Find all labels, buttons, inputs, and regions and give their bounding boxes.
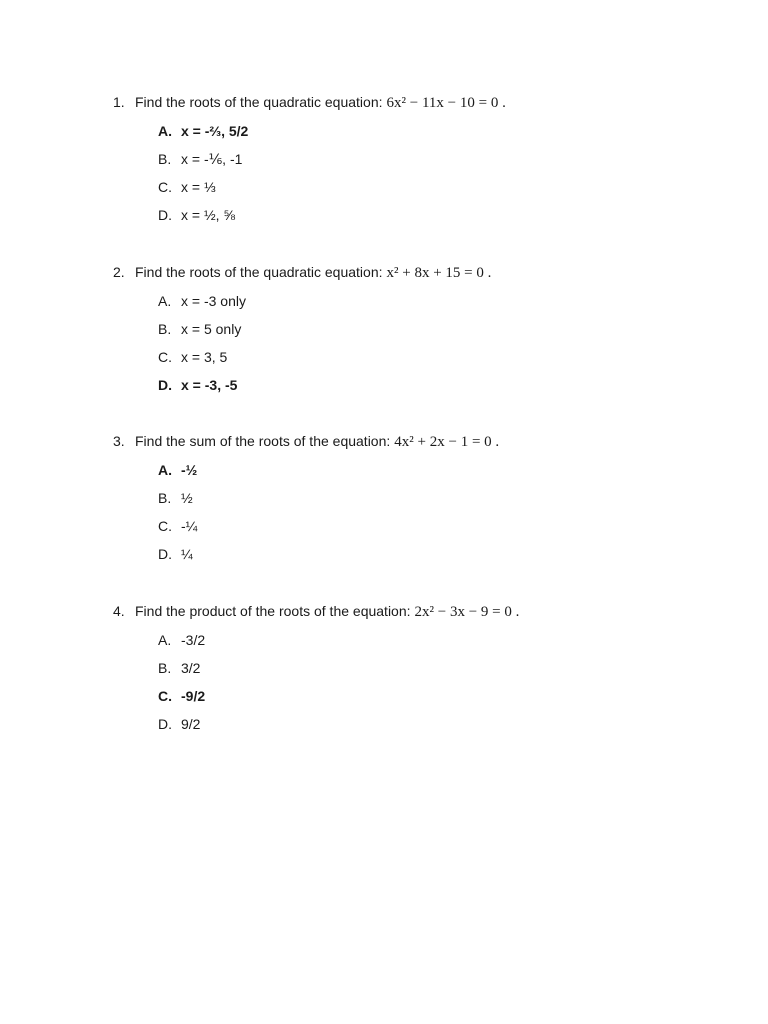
option-b (158, 659, 200, 677)
option-text: x = ⅓ (181, 179, 216, 195)
question-prompt-line (113, 432, 499, 451)
option-letter: B. (158, 490, 172, 506)
question-text: Find the product of the roots of the equation: (135, 603, 411, 619)
option-b (158, 150, 242, 168)
option-letter: A. (158, 632, 172, 648)
option-letter: B. (158, 660, 172, 676)
question-equation: 4x² + 2x − 1 = 0 . (394, 434, 500, 450)
option-d (158, 715, 200, 733)
option-letter: C. (158, 688, 172, 704)
option-d (158, 545, 193, 563)
option-text: -½ (181, 462, 198, 478)
option-letter: D. (158, 716, 172, 732)
option-letter: C. (158, 349, 172, 365)
question-number: 2. (113, 264, 125, 280)
option-a (158, 122, 248, 140)
option-text: -3/2 (181, 632, 206, 648)
question-equation: x² + 8x + 15 = 0 . (386, 265, 492, 281)
question-prompt-line (113, 93, 506, 112)
option-text: x = -3, -5 (181, 377, 238, 393)
option-letter: C. (158, 179, 172, 195)
option-letter: B. (158, 151, 172, 167)
option-text: ½ (181, 490, 193, 506)
option-text: x = -⅔, 5/2 (181, 123, 249, 139)
option-letter: B. (158, 321, 172, 337)
question-equation: 6x² − 11x − 10 = 0 . (386, 95, 506, 111)
question-number: 1. (113, 94, 125, 110)
question-text: Find the sum of the roots of the equation: (135, 433, 391, 449)
question-text: Find the roots of the quadratic equation: (135, 264, 383, 280)
option-text: 9/2 (181, 716, 201, 732)
option-b (158, 320, 241, 338)
option-letter: A. (158, 293, 172, 309)
option-text: x = -3 only (181, 293, 246, 309)
option-a (158, 292, 246, 310)
option-letter: D. (158, 207, 172, 223)
option-letter: D. (158, 546, 172, 562)
option-letter: A. (158, 123, 172, 139)
option-text: x = ½, ⅝ (181, 207, 236, 223)
option-letter: A. (158, 462, 172, 478)
option-a (158, 461, 197, 479)
question-equation: 2x² − 3x − 9 = 0 . (414, 604, 520, 620)
option-d (158, 206, 235, 224)
option-text: x = 3, 5 (181, 349, 228, 365)
option-c (158, 687, 205, 705)
question-prompt-line (113, 602, 519, 621)
option-text: 3/2 (181, 660, 201, 676)
option-text: x = 5 only (181, 321, 242, 337)
question-number: 4. (113, 603, 125, 619)
option-text: ¼ (181, 546, 193, 562)
option-a (158, 631, 205, 649)
option-text: -9/2 (181, 688, 206, 704)
option-c (158, 348, 227, 366)
option-text: x = -⅙, -1 (181, 151, 243, 167)
question-number: 3. (113, 433, 125, 449)
option-c (158, 517, 197, 535)
option-b (158, 489, 193, 507)
question-text: Find the roots of the quadratic equation: (135, 94, 383, 110)
option-letter: C. (158, 518, 172, 534)
option-letter: D. (158, 377, 172, 393)
question-prompt-line (113, 263, 491, 282)
option-c (158, 178, 216, 196)
option-text: -¼ (181, 518, 198, 534)
option-d (158, 376, 237, 394)
